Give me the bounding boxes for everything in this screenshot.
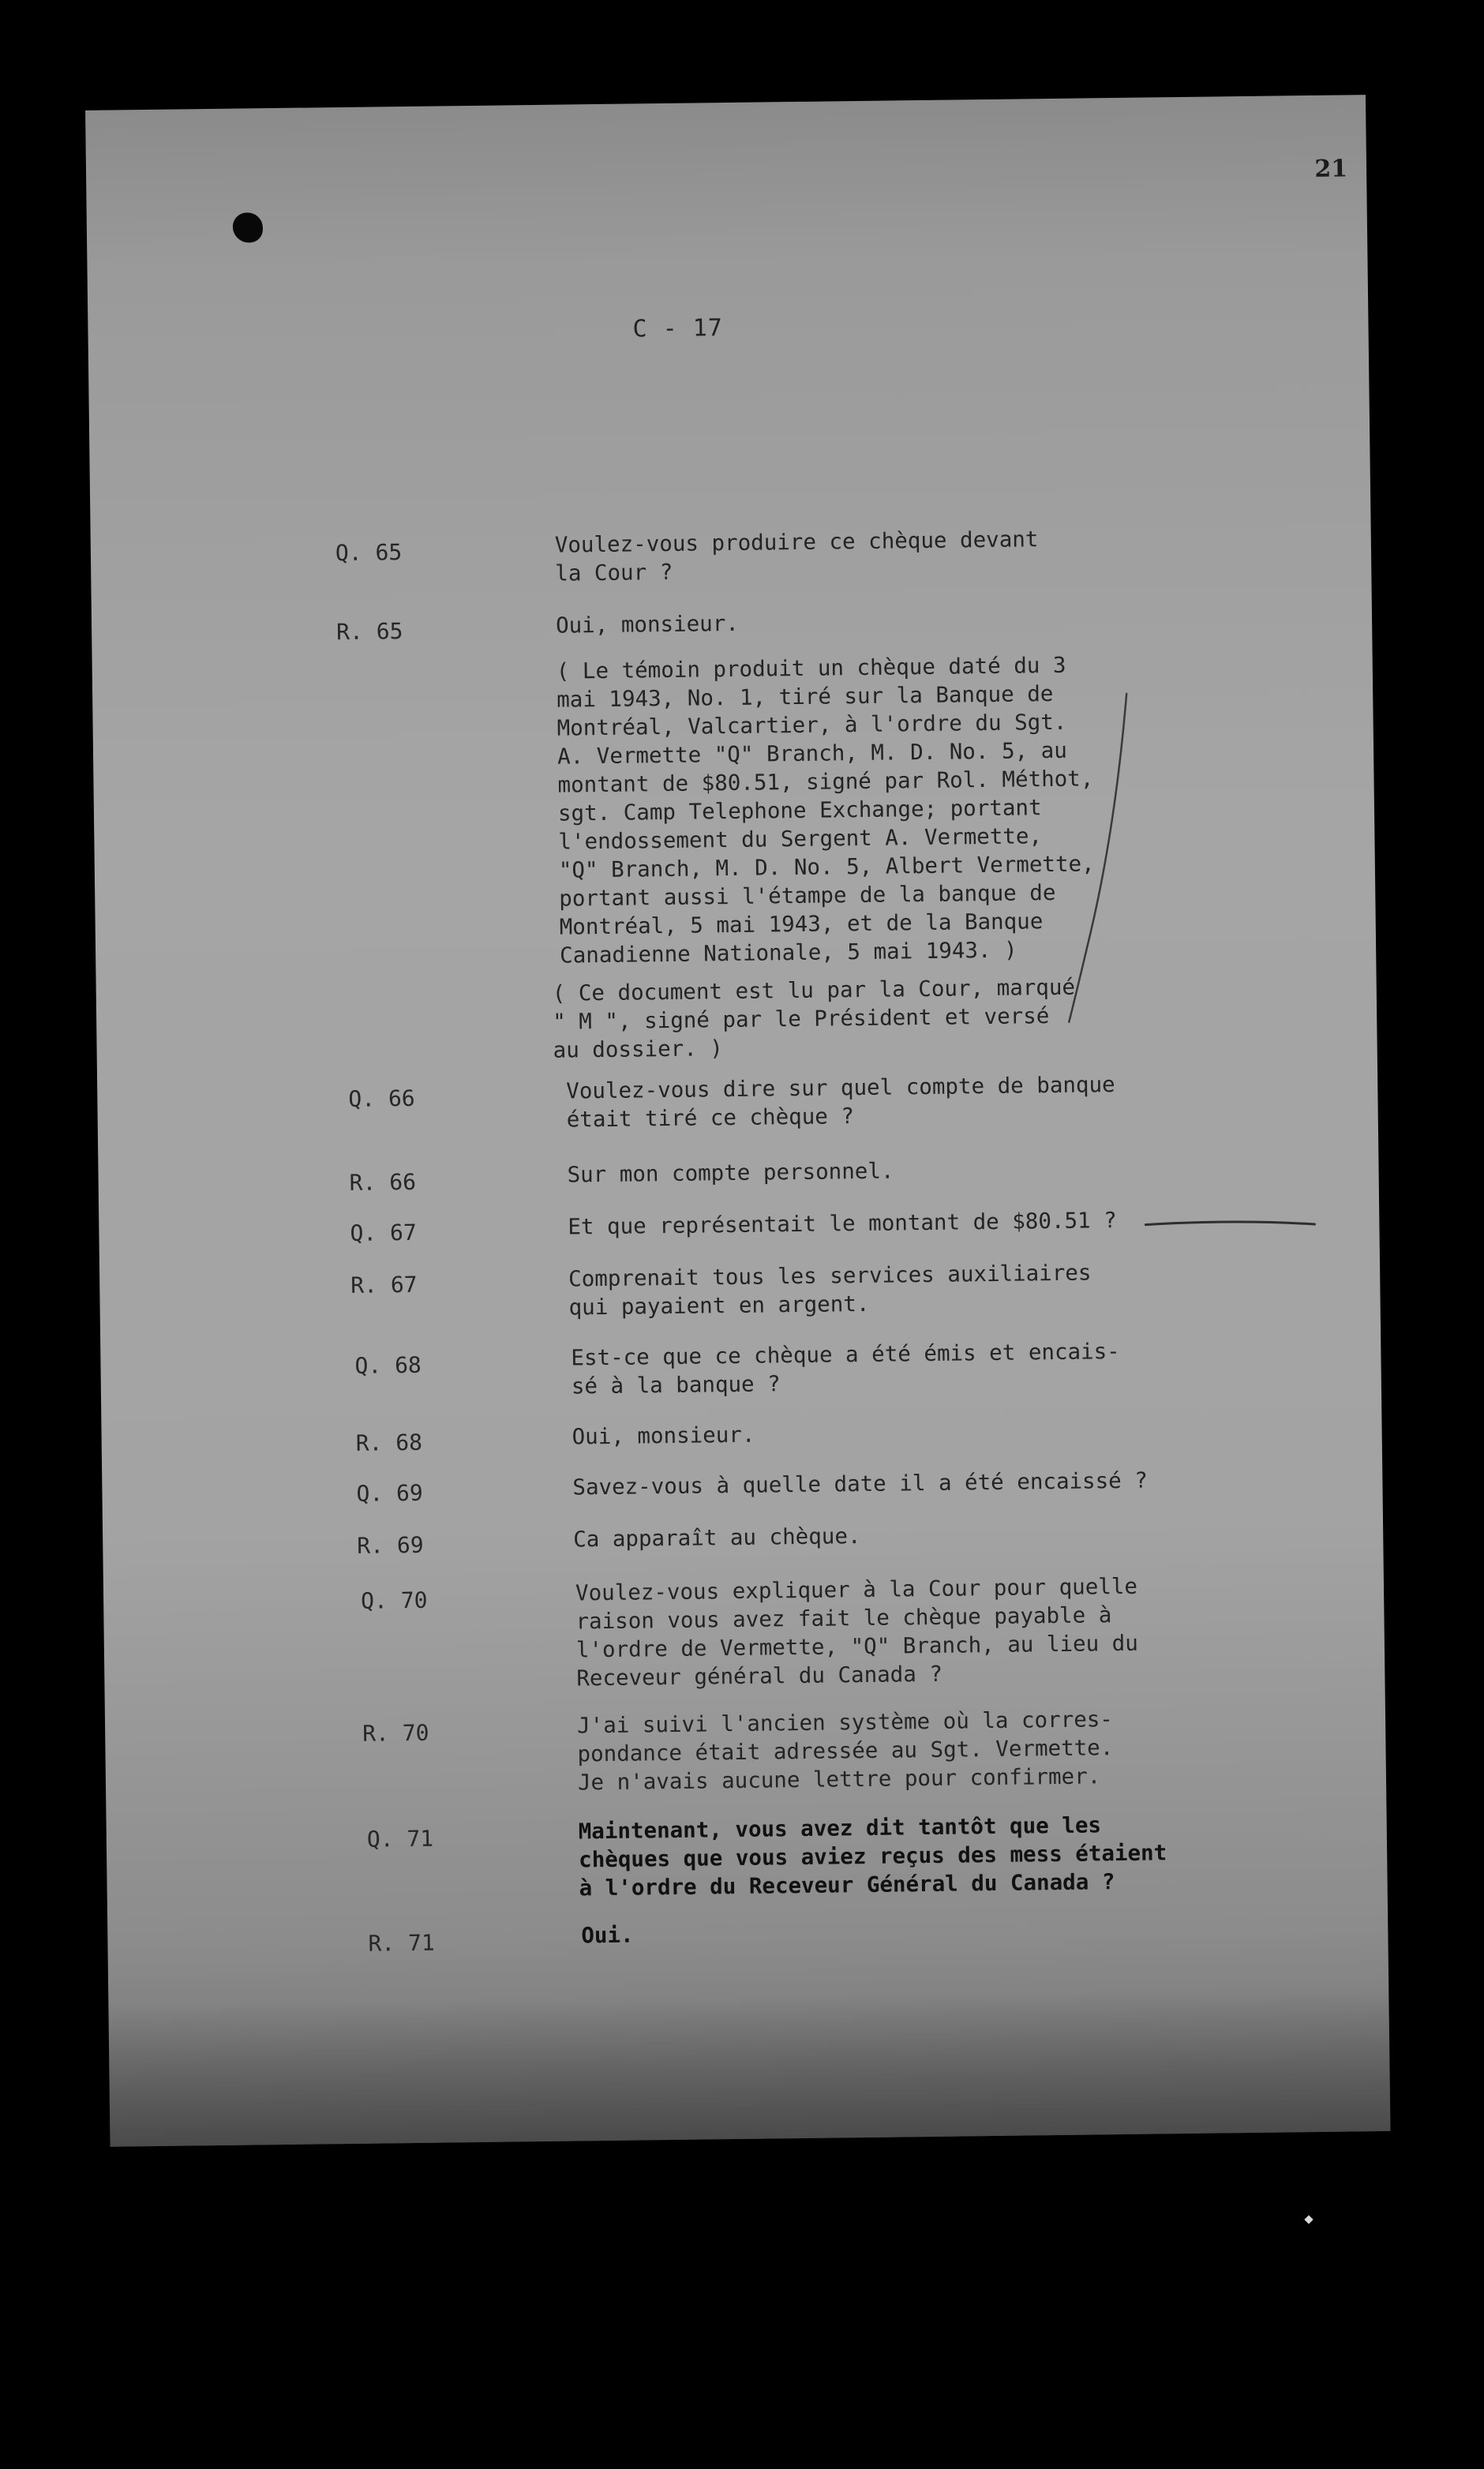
entry-label-q65: Q. 65	[335, 539, 403, 567]
exhibit-description: ( Le témoin produit un chèque daté du 3 mai 1943, No. 1, tiré sur la Banque de Montréal, Valcartier, à l'ordre du Sgt. A. Vermette "Q" Branch, M. D. No. 5, au montant de $80.51, signé par Rol. Méthot, sgt. Camp Telephone Exchange; portant l'endossement du Sergent A. Vermette, "Q" Branch, M. D. No. 5, Albert Vermette, portant aussi l'étampe de la banque de Montréal, 5 mai 1943, et de la Banque Canadienne Nationale, 5 mai 1943. )	[556, 652, 1095, 968]
entry-label-q67: Q. 67	[350, 1219, 417, 1246]
entry-text-r69: Ca apparaît au chèque.	[573, 1523, 861, 1553]
entry-text-q69: Savez-vous à quelle date il a été encaissé ?	[572, 1467, 1149, 1501]
punch-hole	[233, 212, 263, 242]
entry-text-q67: Et que représentait le montant de $80.51 ?	[568, 1208, 1117, 1240]
entry-text-r71: Oui.	[581, 1922, 634, 1949]
entry-text-r70: J'ai suivi l'ancien système où la corres- pondance était adressée au Sgt. Vermette. Je n'avais aucune lettre pour confirmer.	[576, 1707, 1114, 1796]
court-note: ( Ce document est lu par la Cour, marqué " M ", signé par le Président et versé au dossier. )	[552, 974, 1076, 1063]
entry-label-r66: R. 66	[349, 1168, 417, 1196]
entry-text-r65: Oui, monsieur.	[555, 610, 740, 639]
entry-label-r70: R. 70	[362, 1719, 429, 1747]
entry-label-q70: Q. 70	[360, 1587, 428, 1614]
entry-label-r67: R. 67	[350, 1271, 418, 1298]
entry-text-q71: Maintenant, vous avez dit tantôt que les chèques que vous aviez reçus des mess étaient à l'ordre du Receveur Général du Canada ?	[578, 1812, 1167, 1901]
entry-label-r71: R. 71	[368, 1929, 435, 1957]
document-reference: C - 17	[632, 314, 724, 343]
underline-stroke	[1145, 1221, 1314, 1227]
entry-text-q66: Voulez-vous dire sur quel compte de banque était tiré ce chèque ?	[566, 1072, 1115, 1133]
entry-text-q70: Voulez-vous expliquer à la Cour pour quelle raison vous avez fait le chèque payable à l'ordre de Vermette, "Q" Branch, au lieu du Receveur général du Canada ?	[575, 1573, 1139, 1692]
entry-label-r65: R. 65	[335, 618, 403, 646]
entry-text-r67: Comprenait tous les services auxiliaires qui payaient en argent.	[568, 1260, 1092, 1321]
entry-label-r68: R. 68	[355, 1429, 423, 1456]
entry-text-q65: Voulez-vous produire ce chèque devant la Cour ?	[554, 526, 1039, 586]
paper-sheet	[85, 95, 1390, 2147]
entry-label-q66: Q. 66	[348, 1085, 415, 1112]
entry-label-q71: Q. 71	[366, 1825, 434, 1853]
dust-speck	[1304, 2215, 1313, 2224]
entry-text-r66: Sur mon compte personnel.	[567, 1158, 894, 1188]
page-number: 21	[1314, 155, 1348, 183]
entry-text-r68: Oui, monsieur.	[571, 1422, 755, 1450]
entry-text-q68: Est-ce que ce chèque a été émis et encais- sé à la banque ?	[571, 1339, 1120, 1399]
entry-label-q69: Q. 69	[356, 1479, 423, 1507]
entry-label-r69: R. 69	[357, 1531, 424, 1559]
entry-label-q68: Q. 68	[354, 1351, 422, 1379]
